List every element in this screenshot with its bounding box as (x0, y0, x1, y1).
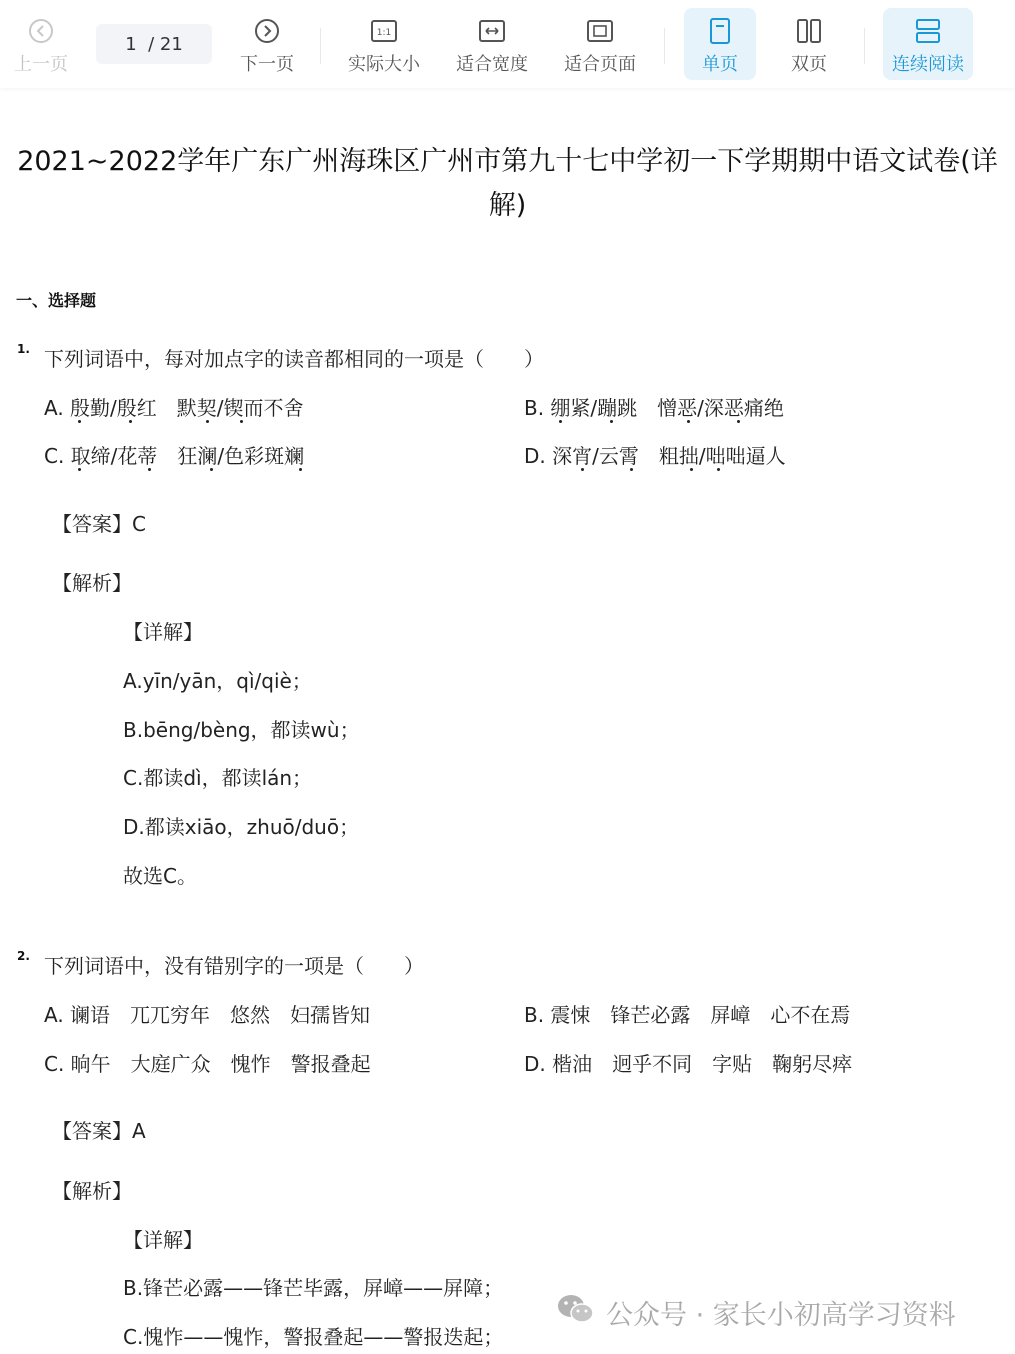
emphasis-dot (610, 420, 613, 423)
emphasis-dot (687, 420, 690, 423)
viewer-toolbar (0, 0, 1015, 88)
detail-line: C.都读dì，都读lán； (123, 766, 313, 790)
question-text: 下列词语中，没有错别字的一项是（ ） (44, 954, 424, 978)
detail-line: C.愧怍——愧怍，警报叠起——警报迭起； (123, 1325, 504, 1349)
emphasis-dot (148, 468, 151, 471)
emphasis-dot (690, 468, 693, 471)
emphasis-dot (559, 420, 562, 423)
option-d: D. 楷油 迥乎不同 字贴 鞠躬尽瘁 (524, 1052, 853, 1076)
emphasis-dot (717, 468, 720, 471)
answer: 【答案】C (52, 512, 146, 536)
fit-width-button[interactable] (452, 8, 532, 80)
detail-line: B.bēng/bèng，都读wù； (123, 718, 360, 742)
fit-width-icon (478, 16, 506, 46)
analysis-heading: 【解析】 (52, 1179, 132, 1203)
continuous-read-button[interactable] (883, 8, 973, 80)
detail-line: A.yīn/yān，qì/qiè； (123, 669, 312, 693)
watermark-text: 公众号 · 家长小初高学习资料 (606, 1299, 956, 1331)
option-d: D. 深宵/云霄 粗拙/咄咄逼人 (524, 444, 786, 468)
option-b: B. 绷紧/蹦跳 憎恶/深恶痛绝 (524, 396, 784, 420)
option-c: C. 晌午 大庭广众 愧怍 警报叠起 (44, 1052, 371, 1076)
prev-page-label: 上一页 (14, 54, 68, 75)
wechat-icon (556, 1292, 596, 1333)
single-page-label: 单页 (702, 54, 738, 75)
fit-width-label: 适合宽度 (456, 54, 528, 75)
actual-size-icon (370, 16, 398, 46)
question-number: 1. (17, 342, 30, 356)
emphasis-dot (78, 468, 81, 471)
actual-size-button[interactable] (344, 8, 424, 80)
page-indicator-text: 1 / 21 (125, 33, 183, 55)
toolbar-divider (864, 28, 865, 64)
svg-text:1:1: 1:1 (376, 28, 392, 38)
continuous-read-label: 连续阅读 (892, 54, 964, 75)
fit-page-label: 适合页面 (564, 54, 636, 75)
watermark (556, 1290, 956, 1334)
detail-line: D.都读xiāo，zhuō/duō； (123, 815, 360, 839)
double-page-label: 双页 (791, 54, 827, 75)
fit-page-icon (586, 16, 614, 46)
emphasis-dot (240, 420, 243, 423)
toolbar-divider (320, 28, 321, 64)
section-heading: 一、选择题 (16, 291, 97, 310)
emphasis-dot (210, 468, 213, 471)
detail-line: 故选C。 (123, 864, 197, 888)
emphasis-dot (581, 468, 584, 471)
document-title: 2021~2022学年广东广州海珠区广州市第九十七中学初一下学期期中语文试卷(详解) (17, 146, 998, 221)
double-page-icon (795, 16, 823, 46)
emphasis-dot (78, 420, 81, 423)
single-page-icon (708, 16, 732, 46)
question-text: 下列词语中，每对加点字的读音都相同的一项是（ ） (44, 347, 544, 371)
analysis-heading: 【解析】 (52, 571, 132, 595)
toolbar-divider (664, 28, 665, 64)
chevron-left-circle-icon (28, 16, 54, 46)
answer: 【答案】A (52, 1119, 146, 1143)
emphasis-dot (299, 468, 302, 471)
double-page-button[interactable] (776, 8, 842, 80)
chevron-right-circle-icon (254, 16, 280, 46)
fit-page-button[interactable] (560, 8, 640, 80)
detail-line: B.锋芒必露——锋芒毕露，屏嶂——屏障； (123, 1276, 504, 1300)
detail-heading: 【详解】 (123, 620, 203, 644)
emphasis-dot (737, 420, 740, 423)
continuous-read-icon (914, 16, 942, 46)
next-page-label: 下一页 (240, 54, 294, 75)
emphasis-dot (206, 420, 209, 423)
option-a: A. 谰语 兀兀穷年 悠然 妇孺皆知 (44, 1003, 371, 1027)
emphasis-dot (630, 468, 633, 471)
option-a: A. 殷勤/殷红 默契/锲而不舍 (44, 396, 304, 420)
actual-size-label: 实际大小 (348, 54, 420, 75)
emphasis-dot (129, 420, 132, 423)
single-page-button[interactable] (684, 8, 756, 80)
option-c: C. 取缔/花蒂 狂澜/色彩斑斓 (44, 444, 305, 468)
detail-heading: 【详解】 (123, 1228, 203, 1252)
page-indicator[interactable] (96, 24, 212, 64)
next-page-button[interactable] (234, 8, 300, 80)
question-number: 2. (17, 949, 30, 963)
option-b: B. 震悚 锋芒必露 屏嶂 心不在焉 (524, 1003, 851, 1027)
prev-page-button[interactable] (10, 8, 72, 80)
